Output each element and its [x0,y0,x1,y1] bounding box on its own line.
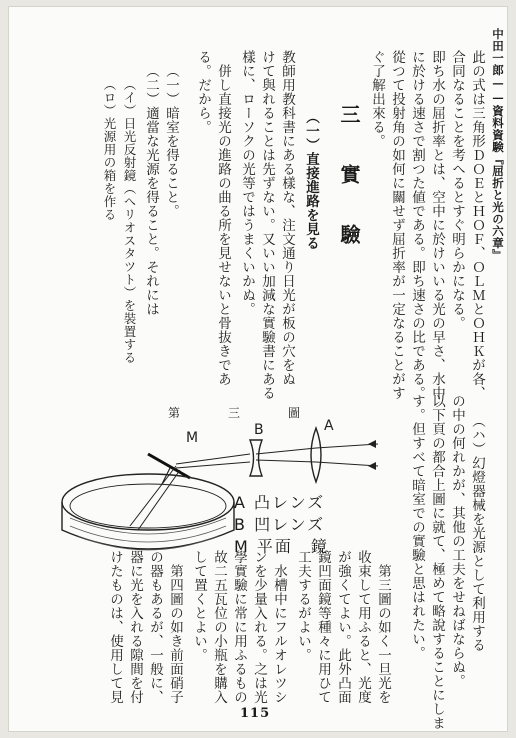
text-line: に於ける速さで割つた値である。即ち速さの比である。 [409,50,425,400]
text-line: 水槽中にフルオレツシ [271,564,287,704]
text-line: 以下頁の都合上圖に就て、極めて略說することにしま [429,394,445,730]
text-line: 樣に、ローソクの光等ではうまくいかぬ。 [239,50,255,316]
text-line: 併し直接光の進路の曲る所を見せないと骨抜きであ [215,64,231,386]
text-line: 第四圖の如き前面硝子 [167,564,183,704]
text-line: （ハ）幻燈器械を光源として利用する [469,414,485,652]
text-line: けたものは、使用して見 [107,550,123,704]
figure-caption: 第 三 圖 [168,406,319,420]
text-line: が強くてよい。此外凸面 [335,550,351,704]
text-line: して置くとよい。 [191,550,207,662]
text-line: 教師用教科書にある樣な、注文通り日光が板の穴をぬ [279,50,295,386]
list-item: （ロ）光源用の箱を作る [102,78,117,221]
text-line: の中の何れかが、其他の工夫をせねばならぬ。 [449,394,465,688]
convex-lens-a [311,428,321,482]
text-line: ンを少量入れる。之は光 [251,550,267,704]
text-line: 合同なることを考へるとすぐ明らかになる。 [449,50,465,330]
text-line: 器に光を入れる隙間を付 [127,550,143,704]
label-a: A [324,418,334,434]
water-surface [70,484,226,528]
arrow-icon [368,440,376,448]
text-line: 即ち水の屈折率とは、空中に於けいいる光の早さ、水中 [429,50,445,400]
text-line: ぐ了解出來る。 [369,50,385,148]
subsection-title: （一）直接進路を見る [303,110,319,250]
page-number: 115 [240,706,271,721]
label-m: M [186,430,199,446]
legend-item-a: A 凸レンズ [234,493,326,512]
light-ray [316,444,378,448]
section-title: 三 實 驗 [337,104,361,254]
water-line [78,536,218,550]
light-ray [256,460,316,462]
figure-3-diagram [58,418,388,578]
light-ray [256,448,316,454]
text-line: 工夫するがよい。 [295,550,311,662]
text-line: 故二五瓦位の小瓶を購入 [211,550,227,704]
list-item: （二）適當な光源を得ること。それには [143,64,159,316]
concave-lens-b [250,440,262,476]
running-header: 中田一郎——資料資験『屈折と光の六章』 [491,28,505,261]
legend-item-b: B 凹レンズ [234,515,326,534]
text-line: けて與れることは先ずない。又いい加減な實驗書にある [259,50,275,400]
reflected-ray [138,470,180,530]
text-line: 從つて投射角の如何に關せず屈折率が一定なることがす [389,50,405,400]
light-ray [316,462,378,466]
legend-item-m: M 平面 鏡 [234,537,329,556]
text-line: る。だから。 [195,50,211,134]
text-line: の器もあるが、一般に、 [147,550,163,704]
text-line: 第三圖の如く一旦光を [375,564,391,704]
text-line: す。但すべて暗室での實驗と思はれたい。 [409,394,425,660]
water-line [70,518,226,534]
label-b: B [254,422,264,438]
document-page [8,6,508,732]
text-line: 鏡凹面鏡等種々に用ひて [315,550,331,704]
list-item: （イ）日光反射鏡（へリオスタツト）を裝置する [122,78,137,364]
arrow-icon [368,462,376,470]
list-item: （一）暗室を得ること。 [163,64,179,218]
text-line: 此の式は三角形ＤＯＥとＨＯＦ、ＯＬＭとＯＨＫが各、 [469,50,485,400]
text-line: 收束して用ふると、光度 [355,550,371,704]
text-line: 學實驗に常に用ふるもの [231,550,247,704]
